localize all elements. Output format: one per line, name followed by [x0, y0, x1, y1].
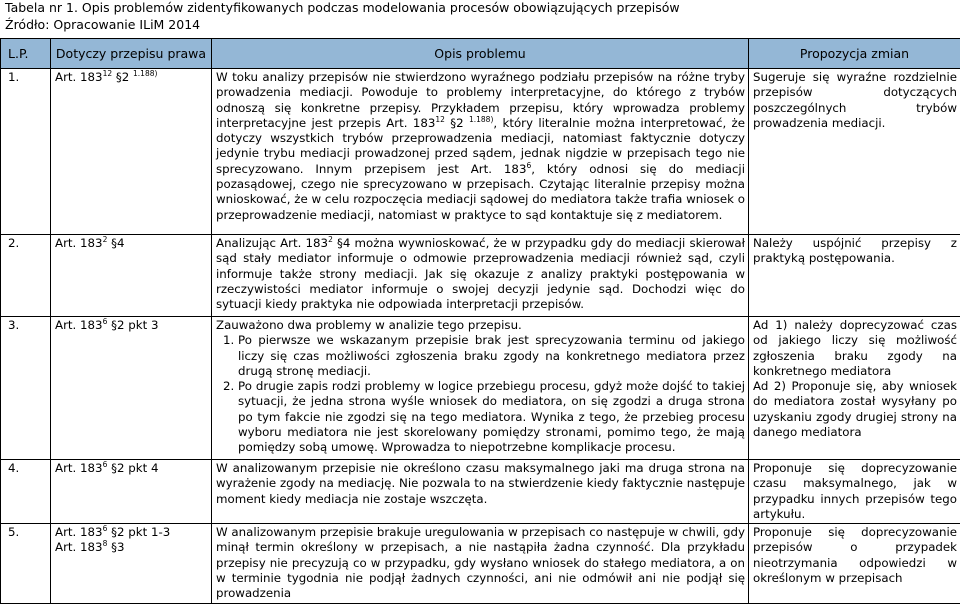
- problems-table: [0, 38, 960, 604]
- article-text: Art. 183: [55, 70, 103, 84]
- proposal-2: Ad 2) Proponuje się, aby wniosek do mediatora został wysyłany po uzyskaniu zgody drugiej strony na danego mediatora: [753, 379, 957, 440]
- article-sup: 8: [103, 540, 108, 549]
- proposal: Należy uspójnić przepisy z praktyką postępowania.: [749, 235, 960, 317]
- article-ref: [55, 525, 208, 540]
- row-number: 4.: [8, 461, 19, 475]
- article-sup: 6: [103, 317, 108, 326]
- article-sup: 6: [103, 460, 108, 469]
- problem-description: [212, 69, 749, 235]
- proposal: Sugeruje się wyraźne rozdzielnie przepisów dotyczących poszczególnych trybów prowadzenia mediacji.: [749, 69, 960, 235]
- article-text: Art. 183: [55, 236, 103, 250]
- proposal-1: Ad 1) należy doprecyzować czas od jakiego liczy się możliwość zgłoszenia braku zgody na konkretnego mediatora: [753, 318, 957, 379]
- row-number: 1.: [8, 70, 19, 84]
- row-article: [51, 524, 212, 603]
- text-fragment: W toku analizy przepisów nie stwierdzono wyraźnego podziału przepisów na różne tryby prowadzenia mediacji. Powoduje to problemy interpretacyjne, do którego z trybów odnoszą się konkretne przepisy. Przykładem przepisu, który wprowadza problemy interpretacyjne jest przepis Art. 183: [216, 70, 745, 130]
- text-fragment: , który literalnie można interpretować, że dotyczy wszystkich trybów przeprowadzenia mediacji, natomiast faktycznie dotyczy jedynie trybu mediacji prowadzonej przed sądem, jednak nigdzie w przepisach tego nie sprecyzowano. Innym przepisem jest Art. 183: [216, 116, 745, 176]
- article-text: Art. 183: [55, 461, 103, 475]
- row-ref: [1, 460, 51, 524]
- row-ref: [1, 69, 51, 235]
- proposal: Proponuje się doprecyzowanie czasu maksymalnego, jak w przypadku innych przepisów tego artykułu.: [749, 460, 960, 524]
- row-ref: [1, 235, 51, 317]
- problem-description: [212, 235, 749, 317]
- text-fragment: 1.188): [469, 115, 493, 124]
- list-item: 1. Po pierwsze we wskazanym przepisie brak jest sprecyzowania terminu od jakiego liczy się czas możliwości zgłoszenia braku zgody na konkretnego mediatora przez drugą stronę mediacji.: [238, 333, 745, 379]
- text-fragment: 2: [328, 235, 333, 244]
- header-lp: L.P.: [1, 39, 51, 69]
- text-fragment: §4 można wywnioskować, że w przypadku gdy do mediacji skierował sąd stały mediator informuje o odmowie przeprowadzenia mediacji również sąd, czyli informuje także strony mediacji. Jak się okazuje z analizy praktyki postępowania w rzeczywistości mediator informuje o swojej decyzji jedynie sąd. Dochodzi więc do sytuacji kiedy praktyka nie odpowiada interpretacji przepisów.: [216, 236, 745, 311]
- article-ref: [55, 318, 208, 333]
- problem-list: [216, 333, 745, 455]
- article-ref: [55, 461, 208, 476]
- article-text: §2 pkt 1-3: [107, 525, 170, 539]
- table-row: [1, 235, 960, 317]
- proposal: Proponuje się doprecyzowanie przepisów o przypadek nieotrzymania odpowiedzi w określonym w przepisach: [749, 524, 960, 603]
- article-text: §2 pkt 3: [107, 318, 158, 332]
- article-ref: [55, 70, 208, 85]
- table-row: [1, 460, 960, 524]
- problem-description: W analizowanym przepisie nie określono czasu maksymalnego jaki ma druga strona na wyrażenie zgody na mediację. Nie pozwala to na stwierdzenie kiedy faktycznie następuje moment kiedy mediacja nie zostaje wszczęta.: [212, 460, 749, 524]
- table-caption: Tabela nr 1. Opis problemów zidentyfikowanych podczas modelowania procesów obowiązujących przepisów: [5, 0, 680, 16]
- article-text: Art. 183: [55, 525, 103, 539]
- row-ref: [1, 524, 51, 603]
- article-text: Art. 183: [55, 318, 103, 332]
- row-article: [51, 317, 212, 460]
- article-text: §4: [107, 236, 124, 250]
- problem-intro: Zauważono dwa problemy w analizie tego przepisu.: [216, 318, 745, 333]
- text-fragment: 6: [526, 161, 531, 170]
- article-text: §3: [107, 540, 124, 554]
- list-item: 2. Po drugie zapis rodzi problemy w logice przebiegu procesu, gdyż może dojść to takiej sytuacji, że jedna strona wyśle wniosek do mediatora, on się zgodzi a druga strona po tym fakcie nie zgodzi się na tego mediatora. Wynika z tego, że przebieg procesu wyboru mediatora nie jest skorelowany pomiędzy stronami, pomimo tego, że mają pomiędzy sobą umowę. Wprowadza to niepotrzebne komplikacje procesu.: [238, 379, 745, 455]
- row-number: 3.: [8, 318, 19, 332]
- header-dotyczy: Dotyczy przepisu prawa: [51, 39, 212, 69]
- table-header-row: [1, 39, 960, 69]
- header-opis: Opis problemu: [212, 39, 749, 69]
- row-number: 2.: [8, 236, 19, 250]
- article-sup: 2: [103, 235, 108, 244]
- header-propozycja: Propozycja zmian: [749, 39, 960, 69]
- proposal: [749, 317, 960, 460]
- row-article: [51, 235, 212, 317]
- text-fragment: Analizując Art. 183: [216, 236, 328, 250]
- table-row: [1, 69, 960, 235]
- article-sup: 1.188): [133, 69, 157, 78]
- row-article: [51, 69, 212, 235]
- table-row: [1, 317, 960, 460]
- article-text: §2: [112, 70, 133, 84]
- table-row: [1, 524, 960, 603]
- article-ref: [55, 236, 208, 251]
- article-text: Art. 183: [55, 540, 103, 554]
- text-fragment: 12: [435, 115, 445, 124]
- problem-description: W analizowanym przepisie brakuje uregulowania w przepisach co następuje w chwili, gdy minął termin określony w przepisach, a nie nastąpiła żadna czynność. Dla przykładu przepisy nie precyzują co w przypadku, gdy wysłano wniosek do stałego mediatora, a on w terminie tygodnia nie podjął żadnych czynności, ani nie odmówił ani nie podjął się prowadzenia: [212, 524, 749, 603]
- text-fragment: §2: [445, 116, 469, 130]
- text-fragment: , który odnosi się do mediacji pozasądowej, czego nie sprecyzowano w przepisach. Czytając literalnie przepisy można wnioskować, że w celu rozpoczęcia mediacji sądowej do mediatora także trafia wniosek o przeprowadzenie mediacji, natomiast w praktyce to sąd kontaktuje się z mediatorem.: [216, 162, 745, 222]
- row-ref: [1, 317, 51, 460]
- row-number: 5.: [8, 525, 19, 539]
- article-text: §2 pkt 4: [107, 461, 158, 475]
- article-ref-2: [55, 540, 208, 555]
- row-article: [51, 460, 212, 524]
- table-source: Źródło: Opracowanie ILiM 2014: [5, 17, 200, 33]
- article-sup: 6: [103, 524, 108, 533]
- problem-description: [212, 317, 749, 460]
- article-sup: 12: [103, 69, 113, 78]
